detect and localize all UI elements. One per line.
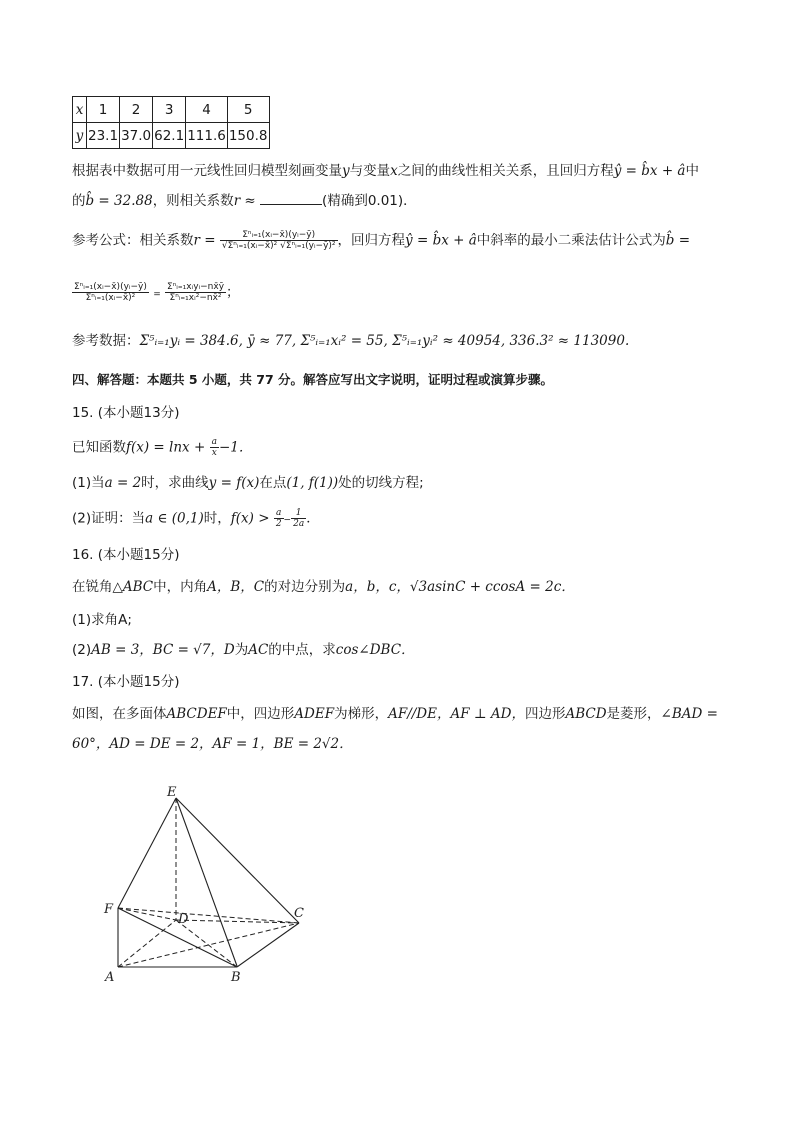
q16-part2: (2)AB = 3，BC = √7，D为AC的中点，求cos∠DBC． (72, 642, 415, 658)
table-cell: 23.1 (87, 123, 120, 149)
table-row-label: x (73, 97, 87, 123)
slope-fraction-2: $\frac{\text{Σⁿᵢ₌₁xᵢyᵢ−nx̄ȳ}}{\text{Σⁿᵢ₌₁xᵢ²−nx̄²}}$ (167, 282, 225, 303)
polyhedron-figure (72, 760, 322, 1000)
table-cell: 37.0 (120, 123, 153, 149)
vertex-label-F: F (104, 902, 114, 917)
fraction: $\frac{a}{2}$ (275, 508, 282, 529)
question-title: 16. (本小题15分) (72, 547, 180, 563)
table-cell: 111.6 (186, 123, 228, 149)
vertex-label-E: E (167, 785, 177, 800)
question-title: 17. (本小题15分) (72, 674, 180, 690)
vertex-label-B: B (231, 970, 241, 985)
table-cell: 62.1 (153, 123, 186, 149)
reference-formula: 参考公式：相关系数r = $\frac{\text{Σⁿᵢ₌₁(xᵢ−x̄)(yᵢ−ȳ)}}{\text{√Σⁿᵢ₌₁(xᵢ−x̄)² √Σⁿᵢ₌₁(yᵢ−ȳ)²}}$ ，回归方程ŷ = b̂x + â中斜率的最小二乘法估计公式为b̂ = (72, 230, 691, 251)
table-cell: 2 (120, 97, 153, 123)
vertex-label-C: C (294, 906, 304, 921)
q17-line1: 如图，在多面体ABCDEF中，四边形ADEF为梯形，AF//DE，AF ⊥ AD，四边形ABCD是菱形，∠BAD = (72, 706, 718, 722)
answer-blank[interactable] (260, 192, 322, 205)
q16-stem: 在锐角△ABC中，内角A，B，C的对边分别为a，b，c，√3asinC + ccosA = 2c． (72, 579, 575, 595)
q15-part1: (1)当a = 2时，求曲线y = f(x)在点(1, f(1))处的切线方程; (72, 475, 424, 491)
table-row (73, 123, 270, 149)
q15-stem: 已知函数f(x) = lnx + $\frac{a}{x}$ −1． (72, 437, 253, 458)
table-row-label: y (73, 123, 87, 149)
q17-line2: 60°，AD = DE = 2，AF = 1，BE = 2√2． (72, 736, 353, 752)
figure-background (72, 760, 322, 1000)
data-table (72, 96, 270, 149)
vertex-label-A: A (105, 970, 115, 985)
correlation-fraction: $\frac{\text{Σⁿᵢ₌₁(xᵢ−x̄)(yᵢ−ȳ)}}{\text{√Σⁿᵢ₌₁(xᵢ−x̄)² √Σⁿᵢ₌₁(yᵢ−ȳ)²}}$ (221, 230, 336, 251)
table-cell: 1 (87, 97, 120, 123)
fraction: $\frac{a}{x}$ (211, 437, 217, 458)
table-cell: 5 (227, 97, 269, 123)
question-title: 15. (本小题13分) (72, 405, 180, 421)
section-heading: 四、解答题：本题共 5 小题，共 77 分。解答应写出文字说明，证明过程或演算步骤。 (72, 372, 554, 387)
q16-part1: (1)求角A; (72, 612, 132, 628)
table-row (73, 97, 270, 123)
slope-fraction-1: $\frac{\text{Σⁿᵢ₌₁(xᵢ−x̄)(yᵢ−ȳ)}}{\text{Σⁿᵢ₌₁(xᵢ−x̄)²}}$ (74, 282, 147, 303)
table-cell: 150.8 (227, 123, 269, 149)
vertex-label-D: D (178, 912, 189, 927)
table-cell: 3 (153, 97, 186, 123)
fraction: $\frac{1}{2a}$ (293, 508, 305, 529)
reference-data: 参考数据：Σ⁵ᵢ₌₁yᵢ = 384.6, ȳ ≈ 77, Σ⁵ᵢ₌₁xᵢ² = 55, Σ⁵ᵢ₌₁yᵢ² ≈ 40954, 336.3² ≈ 113090. (72, 333, 630, 349)
q15-part2: (2)证明：当a ∈ (0,1)时，f(x) > $\frac{a}{2}$ − $\frac{1}{2a}$ ． (72, 508, 320, 529)
q14-line2: 的b̂ = 32.88，则相关系数r ≈ (精确到0.01)． (72, 193, 417, 209)
q14-line1: 根据表中数据可用一元线性回归模型刻画变量y与变量x之间的曲线性相关关系，且回归方程ŷ = b̂x + â中 (72, 163, 699, 179)
slope-formula: $\frac{\text{Σⁿᵢ₌₁(xᵢ−x̄)(yᵢ−ȳ)}}{\text{Σⁿᵢ₌₁(xᵢ−x̄)²}}$ = $\frac{\text{Σⁿᵢ₌₁xᵢyᵢ−nx̄ȳ}}{\text{Σⁿᵢ₌₁xᵢ²−nx̄²}}$ ； (74, 282, 240, 303)
table-cell: 4 (186, 97, 228, 123)
